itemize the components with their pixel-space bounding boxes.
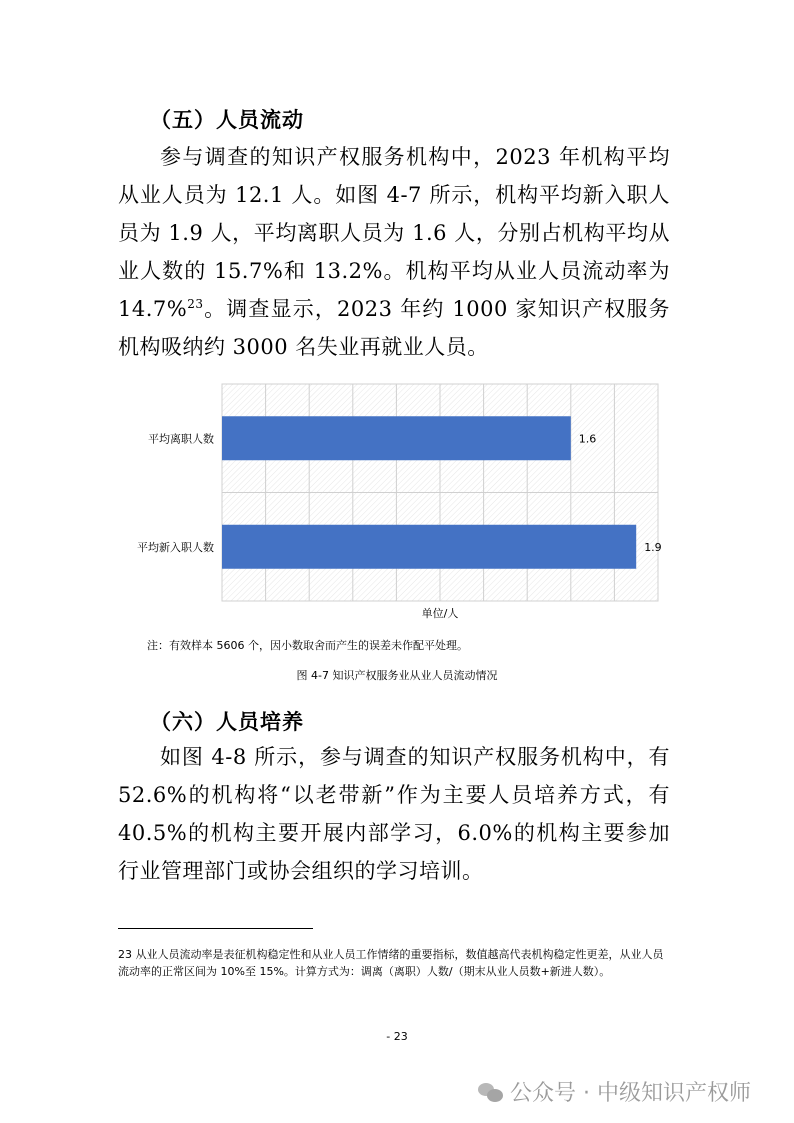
section-5-text-b: 。调查显示，2023 年约 1000 家知识产权服务机构吸纳约 3000 名失业再就业人员。 [118, 297, 670, 359]
watermark-text: 公众号 · 中级知识产权师 [510, 1081, 751, 1106]
section-heading-6: （六）人员培养 [150, 710, 304, 734]
bar-0 [222, 416, 571, 460]
section-heading-5: （五）人员流动 [150, 108, 304, 132]
x-axis-title: 单位/人 [421, 607, 459, 620]
chart-note: 注：有效样本 5606 个，因小数取舍而产生的误差未作配平处理。 [147, 639, 468, 652]
wechat-icon [478, 1081, 504, 1103]
footnote-divider [118, 928, 313, 929]
section-5-text-a: 参与调查的知识产权服务机构中，2023 年机构平均从业人员为 12.1 人。如图 4-7 所示，机构平均新入职人员为 1.9 人，平均离职人员为 1.6 人，分别占机构平均从业人数的 15.7%和 13.2%。机构平均从业人员流动率为 14.7% [118, 145, 670, 321]
bar-1 [222, 525, 636, 569]
chart-caption: 图 4-7 知识产权服务业从业人员流动情况 [296, 669, 498, 682]
data-label-0: 1.6 [578, 432, 597, 446]
footnote-23: 23 从业人员流动率是表征机构稳定性和从业人员工作情绪的重要指标，数值越高代表机构稳定性更差，从业人员流动率的正常区间为 10%至 15%。计算方式为：调离（离职）人数/（期末从业人员数+新进人数）。 [118, 948, 664, 978]
category-label-1: 平均新入职人数 [137, 540, 214, 554]
page-number: - 23 [386, 1030, 408, 1043]
watermark [478, 1076, 751, 1107]
data-label-1: 1.9 [644, 540, 662, 554]
section-6-paragraph: 如图 4-8 所示，参与调查的知识产权服务机构中，有 52.6%的机构将“以老带新”作为主要人员培养方式，有 40.5%的机构主要开展内部学习，6.0%的机构主要参加行业管理部门或协会组织的学习培训。 [118, 745, 670, 883]
category-label-0: 平均离职人数 [148, 432, 214, 446]
footnote-ref[interactable]: 23 [187, 297, 204, 311]
